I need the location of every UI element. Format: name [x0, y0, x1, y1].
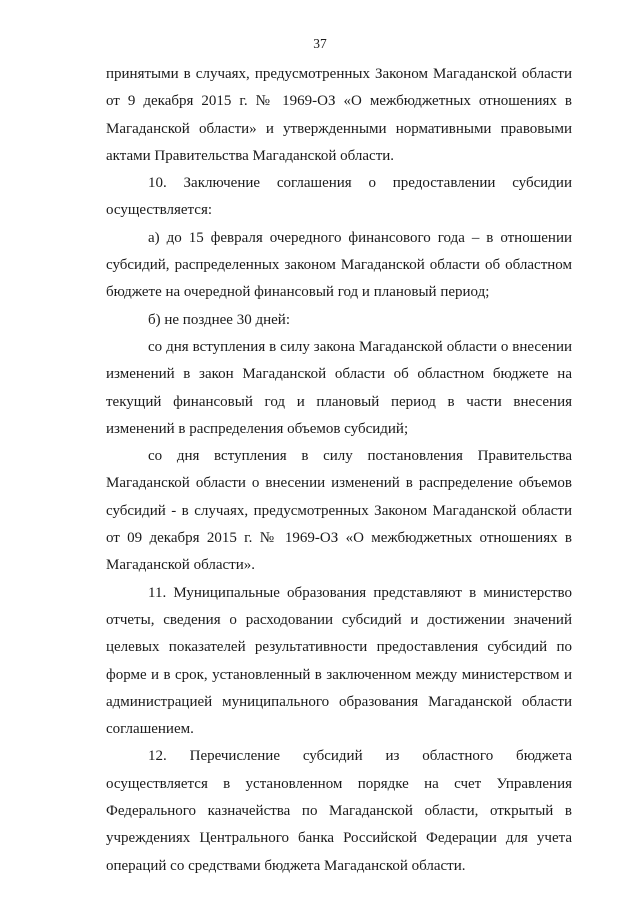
paragraph-subitem-a: а) до 15 февраля очередного финансового года – в отношении субсидий, распределенных законом Магаданской области об областном бюджете на очередной финансовый год и плановый период;: [106, 229, 572, 301]
paragraph-continuation: принятыми в случаях, предусмотренных Законом Магаданской области от 9 декабря 2015 г. № 1969-ОЗ «О межбюджетных отношениях в Магаданской области» и утвержденными нормативными правовыми актами Правительства Магаданской области.: [106, 66, 572, 164]
paragraph-item-12: 12. Перечисление субсидий из областного бюджета осуществляется в установленном порядке на счет Управления Федерального казначейства по Магаданской области, открытый в учреждениях Центрального банка Российской Федерации для учета операций со средствами бюджета Магаданской области.: [106, 748, 572, 874]
paragraph-subitem-b: б) не позднее 30 дней:: [148, 311, 290, 328]
paragraph-government-resolution: со дня вступления в силу постановления Правительства Магаданской области о внесении изменений в распределение объемов субсидий - в случаях, предусмотренных Законом Магаданской области от 09 декабря 2015 г. № 1969-ОЗ «О межбюджетных отношениях в Магаданской области».: [106, 448, 572, 574]
paragraph-law-changes: со дня вступления в силу закона Магаданской области о внесении изменений в закон Магаданской области об областном бюджете на текущий финансовый год и плановый период в части внесения изменений в распределения объемов субсидий;: [106, 338, 572, 437]
document-body: [106, 61, 572, 880]
paragraph-item-11: 11. Муниципальные образования представляют в министерство отчеты, сведения о расходовании субсидий и достижении значений целевых показателей результативности предоставления субсидий по форме и в срок, установленный в заключенном между министерством и администрацией муниципального образования Магаданской области соглашением.: [106, 584, 572, 738]
paragraph-item-10: 10. Заключение соглашения о предоставлении субсидии осуществляется:: [106, 175, 572, 219]
page-number: 37: [313, 36, 327, 51]
